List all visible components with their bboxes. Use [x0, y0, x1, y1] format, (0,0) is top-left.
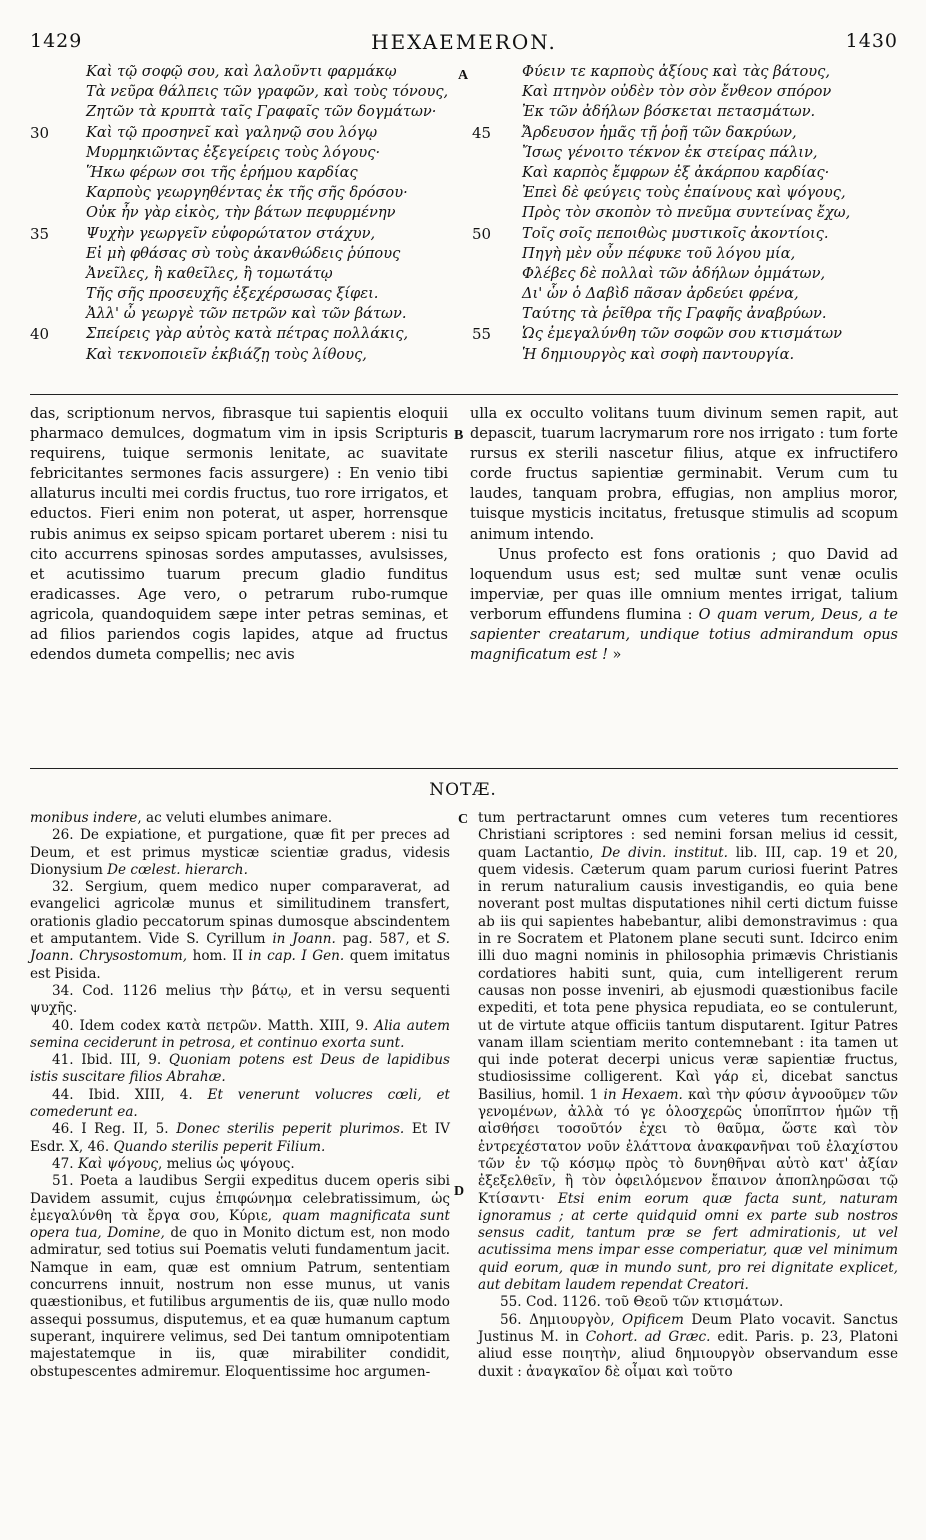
- verse-line: [30, 284, 460, 304]
- verse-line: [470, 163, 910, 183]
- note-italic-text: Cohort. ad Græc.: [585, 1328, 711, 1345]
- line-number: 30: [30, 123, 50, 142]
- note-italic-text: Quoniam potens est Deus de lapidibus istis suscitare filios Abrahæ.: [30, 1052, 450, 1086]
- note-italic-text: Donec sterilis peperit plurimos.: [176, 1121, 405, 1138]
- verse-line: [30, 102, 460, 122]
- latin-translation-left-column: [30, 404, 448, 665]
- verse-line: [470, 82, 910, 102]
- note-italic-text: quam magnificata sunt opera tua, Domine,: [30, 1207, 450, 1242]
- line-number: 50: [472, 224, 492, 243]
- verse-text: Δι' ὧν ὁ Δαβὶδ πᾶσαν ἀρδεύει φρένα,: [522, 285, 799, 303]
- verse-line: [30, 183, 460, 203]
- note-italic-text: Etsi enim eorum quæ facta sunt, naturam ignoramus ; at certe quidquid omni ex parte sub nostros sensus cadit, tantum præ se fert admirationis, ut vel acutissima mens impar esse comperiatur, quæ vel minimum quid eorum, quæ in mundo sunt, pro rei dignitate explicet, aut debitam laudem rependat Creatori.: [478, 1190, 898, 1294]
- note-text: , melius ὡς ψόγους.: [157, 1155, 295, 1172]
- verse-text: Ἀλλ' ὦ γεωργὲ τῶν πετρῶν καὶ τῶν βάτων.: [86, 305, 407, 323]
- note-text: edit. Paris. p. 23, Platoni aliud esse ποιητὴν, aliud δημιουργὸν observandum esse duxit : ἀναγκαῖον δὲ οἶμαι καὶ τοῦτο: [478, 1328, 898, 1380]
- verse-line: [30, 324, 460, 344]
- note-italic-text: in Joann.: [272, 931, 336, 948]
- verse-text: Τὰ νεῦρα θάλπεις τῶν γραφῶν, καὶ τοὺς τόνους,: [86, 83, 449, 101]
- running-header: [30, 30, 898, 56]
- verse-text: Ἀνεῖλες, ἢ καθεῖλες, ἢ τομωτάτῳ: [86, 264, 333, 282]
- verse-line: [470, 324, 910, 344]
- verse-line: [470, 345, 910, 365]
- verse-line: [30, 345, 460, 365]
- verse-line: [470, 304, 910, 324]
- verse-line: [470, 183, 910, 203]
- verse-text: Καὶ καρπὸς ἔμφρων ἐξ ἀκάρπου καρδίας·: [522, 163, 830, 181]
- section-divider: [30, 394, 898, 395]
- note-entry: [478, 1312, 898, 1381]
- note-italic-text: De divin. institut.: [601, 844, 728, 861]
- notes-heading: NOTÆ.: [429, 780, 497, 800]
- note-entry: [30, 879, 450, 983]
- verse-text: Ἥκω φέρων σοι τῆς ἐρήμου καρδίας: [86, 163, 358, 181]
- note-entry: [30, 1018, 450, 1053]
- verse-line: [470, 123, 910, 143]
- note-entry: [30, 1052, 450, 1087]
- page-number-right: 1430: [845, 30, 898, 52]
- greek-verse-left-column: [30, 62, 460, 365]
- verse-line: [470, 143, 910, 163]
- note-text: 34. Cod. 1126 melius τὴν βάτῳ, et in versu sequenti ψυχῆς.: [30, 982, 450, 1017]
- verse-text: Καὶ τῷ προσηνεῖ καὶ γαληνῷ σου λόγῳ: [86, 123, 378, 141]
- verse-text: Ταύτης τὰ ῥεῖθρα τῆς Γραφῆς ἀναβρύων.: [522, 305, 827, 323]
- page-number-left: 1429: [30, 30, 83, 52]
- verse-line: [30, 143, 460, 163]
- note-italic-text: Opificem: [622, 1311, 684, 1328]
- verse-line: [30, 304, 460, 324]
- verse-text: Σπείρεις γὰρ αὐτὸς κατὰ πέτρας πολλάκις,: [86, 325, 409, 343]
- notes-right-column: [478, 810, 898, 1381]
- verse-line: [470, 62, 910, 82]
- note-text: 41. Ibid. III, 9.: [52, 1052, 169, 1069]
- margin-marker-c: C: [458, 812, 469, 827]
- margin-marker-a: A: [458, 68, 469, 83]
- note-text: , ac veluti elumbes animare.: [137, 810, 333, 826]
- note-text: 40. Idem codex κατὰ πετρῶν. Matth. XIII, 9.: [52, 1017, 375, 1034]
- note-text: καὶ τὴν φύσιν ἀγνοοῦμεν τῶν γενομένων, ἀλλὰ τό γε ὁλοσχερῶς ὑποπῖπτον ἡμῶν τῇ αἰσθήσει τοσοῦτόν ἐχει τὸ θαῦμα, ὥστε καὶ τὸν ἐντρεχέστατον νοῦν ἐλάττονα ἀνακφανῆναι τοῦ ἐλαχίστου τῶν ἐν τῷ κόσμῳ πρὸς τὸ δυνηθῆναι αὐτὸ κατ' ἀξίαν ἐξεξελθεῖν, ἢ τὸν ὀφειλόμενον ἔπαινον ἀποπληρῶσαι τῷ Κτίσαντι·: [478, 1086, 898, 1207]
- verse-text: Καὶ τῷ σοφῷ σου, καὶ λαλοῦντι φαρμάκῳ: [86, 63, 397, 80]
- verse-text: Ζητῶν τὰ κρυπτὰ ταῖς Γραφαῖς τῶν δογμάτων·: [86, 103, 437, 121]
- note-text: quem imitatus est Pisida.: [30, 948, 450, 982]
- latin-quotation: O quam verum, Deus, a te sapienter creatarum, undique totius admirandum opus magnificatum est !: [470, 606, 898, 664]
- verse-text: Καὶ τεκνοποιεῖν ἐκβιάζῃ τοὺς λίθους,: [86, 345, 367, 363]
- verse-line: [470, 102, 910, 122]
- note-italic-text: in cap. I Gen.: [248, 948, 345, 965]
- latin-paragraph: [470, 545, 898, 666]
- note-italic-text: Καὶ ψόγους: [77, 1155, 158, 1172]
- note-entry: [478, 1294, 898, 1311]
- note-entry: [30, 810, 450, 827]
- verse-text: Ἡ δημιουργὸς καὶ σοφὴ παντουργία.: [522, 345, 795, 363]
- verse-text: Ψυχὴν γεωργεῖν εὐφορώτατον στάχυν,: [86, 224, 376, 242]
- note-entry: [30, 827, 450, 879]
- note-italic-text: in Hexaem.: [603, 1086, 683, 1103]
- notes-left-column: [30, 810, 450, 1381]
- notes-divider: [30, 768, 898, 769]
- line-number: 45: [472, 123, 492, 142]
- note-text: 32. Sergium, quem medico nuper comparaverat, ad evangelici agricolæ munus et similitudinem transfert, orationis gladio peccatorum spinas dumosque abscindentem et amputantem. Vide S. Cyrillum: [30, 879, 450, 948]
- verse-line: [470, 203, 910, 223]
- note-entry: [30, 1156, 450, 1173]
- line-number: 35: [30, 224, 50, 243]
- note-text: 44. Ibid. XIII, 4.: [52, 1086, 208, 1103]
- page-title: HEXAEMERON.: [371, 30, 557, 54]
- margin-marker-d: D: [454, 1184, 465, 1199]
- note-entry: [30, 983, 450, 1018]
- verse-text: Φλέβες δὲ πολλαὶ τῶν ἀδήλων ὀμμάτων,: [522, 264, 826, 282]
- verse-text: Ἐπεὶ δὲ φεύγεις τοὺς ἐπαίνους καὶ ψόγους,: [522, 184, 846, 202]
- verse-text: Εἰ μὴ φθάσας σὺ τοὺς ἀκανθώδεις ῥύπους: [86, 244, 401, 262]
- note-text: Deum Plato vocavit. Sanctus Justinus M. in: [478, 1311, 898, 1345]
- note-italic-text: Quando sterilis peperit Filium.: [113, 1138, 326, 1155]
- note-text: 46. I Reg. II, 5.: [52, 1121, 177, 1138]
- verse-line: [30, 62, 460, 82]
- closing-quote-mark: »: [607, 647, 622, 664]
- note-entry: [30, 1087, 450, 1122]
- verse-text: Πρὸς τὸν σκοπὸν τὸ πνεῦμα συντείνας ἔχω,: [522, 204, 851, 222]
- verse-text: Ὡς ἐμεγαλύνθη τῶν σοφῶν σου κτισμάτων: [522, 325, 843, 343]
- verse-line: [30, 224, 460, 244]
- latin-text: Unus profecto est fons orationis ; quo David ad loquendum usus est; sed multæ sunt venæ oculis imperviæ, per quas ille omnium mentes irrigat, talium verborum effundens flumina :: [470, 546, 898, 623]
- verse-line: [30, 163, 460, 183]
- verse-text: Ἐκ τῶν ἀδήλων βόσκεται πετασμάτων.: [522, 103, 816, 121]
- note-text: pag. 587, et: [335, 931, 437, 948]
- verse-text: Τῆς σῆς προσευχῆς ἐξεχέρσωσας ξίφει.: [86, 285, 379, 303]
- verse-text: Πηγὴ μὲν οὖν πέφυκε τοῦ λόγου μία,: [522, 244, 796, 262]
- verse-line: [470, 284, 910, 304]
- line-number: 55: [472, 325, 492, 344]
- note-entry: [478, 810, 898, 1294]
- note-text: 56. Δημιουργὸν,: [500, 1311, 623, 1328]
- note-italic-text: S. Joann. Chrysostomum,: [30, 931, 451, 965]
- verse-text: Καρποὺς γεωργηθέντας ἐκ τῆς σῆς δρόσου·: [86, 184, 408, 202]
- verse-text: Οὐκ ἦν γὰρ εἰκὸς, τὴν βάτων πεφυρμένην: [86, 204, 396, 222]
- verse-line: [30, 82, 460, 102]
- verse-line: [470, 264, 910, 284]
- note-text: 51. Poeta a laudibus Sergii expeditus ducem operis sibi Davidem assumit, cujus ἐπιφώνημα celebratissimum, ὡς ἐμεγαλύνθη τὰ ἔργα σου, Κύριε,: [30, 1173, 450, 1224]
- verse-line: [30, 264, 460, 284]
- note-italic-text: De cœlest. hierarch.: [107, 861, 248, 878]
- note-italic-text: Alia autem semina ceciderunt in petrosa, et continuo exorta sunt.: [30, 1017, 450, 1051]
- verse-line: [30, 123, 460, 143]
- note-text: Et IV Esdr. X, 46.: [30, 1121, 450, 1155]
- latin-paragraph: das, scriptionum nervos, fibrasque tui sapientis eloquii pharmaco demulces, dogmatum vim in ipsis Scripturis requirens, tuique sermonis lenitate, ac suavitate febricitantes sermones facis assurgere) : En venio tibi allaturus inculti mei cordis fructus, tuo rore irrigatos, et eductos. Fieri enim non poterat, ut asper, horrensque rubis animus ex seipso spicam portaret uberem : nisi tu cito accurrens spinosas sordes amputasses, avulsisses, et acutissimo tuarum precum gladio funditus eradicasses. Age vero, o petrarum rubo-rumque agricola, quandoquidem sæpe inter petras seminas, et ad filios pariendos cogis lapides, atque ad fructus edendos dumeta compellis; nec avis: [30, 406, 448, 664]
- note-italic-text: Et venerunt volucres cœli, et comederunt ea.: [30, 1086, 450, 1121]
- note-entry: [30, 1173, 450, 1381]
- latin-translation-right-column: [470, 404, 898, 665]
- latin-paragraph: ulla ex occulto volitans tuum divinum semen rapit, aut depascit, tuarum lacrymarum rore nos irrigato : tum forte rursus ex sterili nascetur filius, atque ex infructifero corde fructus sapientiæ germinabit. Verum cum tu laudes, tanquam probra, effugias, non amplius moror, tuisque mysticis incitatus, fretusque stimulis ad scopum animum intendo.: [470, 406, 898, 543]
- verse-line: [470, 224, 910, 244]
- margin-marker-b: B: [454, 428, 464, 443]
- note-entry: [30, 1121, 450, 1156]
- note-text: 55. Cod. 1126. τοῦ Θεοῦ τῶν κτισμάτων.: [500, 1294, 784, 1311]
- note-text: lib. III, cap. 19 et 20, quem videsis. Cæterum quam parum curiosi fuerint Patres in rerum naturalium causis investigandis, eo quia bene noverant post multas disputationes nihil certi dictum fuisse ab iis qui sapientes habebantur, alibi demonstravimus : qua in re Socratem et Platonem plane secuti sunt. Idcirco enim illi duo magni nominis in philosophia primævis Christianis cordatiores habiti sunt, quia, cum intelligerent rerum causas non posse inveniri, ab ejusmodi quæstionibus facile expediti, et tota pene physica repudiata, eo se contulerunt, ut de virtute atque officiis tantum disputarent. Igitur Patres vanam illam scientiam merito contemnebant : ita tamen ut qui inde poterat decerpi unicus veræ sapientiæ fructus, studiosissime colligerent. Καὶ γάρ εἰ, dicebat sanctus Basilius, homil. 1: [478, 844, 898, 1103]
- note-text: tum pertractarunt omnes cum veteres tum recentiores Christiani scriptores : sed nemini forsan melius id cessit, quam Lactantio,: [478, 810, 898, 861]
- greek-verse-right-column: [470, 62, 910, 365]
- verse-text: Καὶ πτηνὸν οὐδὲν τὸν σὸν ἔνθεον σπόρον: [522, 83, 832, 101]
- note-italic-text: monibus indere: [30, 810, 138, 826]
- note-text: 47.: [52, 1155, 78, 1172]
- line-number: 40: [30, 325, 50, 344]
- verse-line: [30, 203, 460, 223]
- note-text: 26. De expiatione, et purgatione, quæ fit per preces ad Deum, et est primus mysticæ scientiæ gradus, videsis Dionysium: [30, 827, 450, 878]
- note-text: de quo in Monito dictum est, non modo admiratur, sed totius sui Poematis veluti fundamentum jacit. Namque in eam, quæ est omnium Patrum, sententiam concurrens innuit, nostrum non esse munus, ut vanis quæstionibus, et futilibus argumentis de iis, quæ nullo modo assequi possumus, disputemus, et ea quæ humanum captum superant, inquirere velimus, sed Dei tantum omnipotentiam majestatemque in iis, quæ mirabiliter condidit, obstupescentes admiremur. Eloquentissime hoc argumen-: [30, 1225, 450, 1380]
- verse-text: Μυρμηκιῶντας ἐξεγείρεις τοὺς λόγους·: [86, 143, 381, 161]
- verse-text: Φύειν τε καρποὺς ἀξίους καὶ τὰς βάτους,: [522, 63, 830, 80]
- verse-line: [30, 244, 460, 264]
- note-text: hom. II: [187, 948, 249, 965]
- verse-text: Τοῖς σοῖς πεποιθὼς μυστικοῖς ἀκοντίοις.: [522, 224, 829, 242]
- verse-text: Ἴσως γένοιτο τέκνον ἐκ στείρας πάλιν,: [522, 143, 818, 161]
- verse-text: Ἄρδευσον ἡμᾶς τῇ ῥοῇ τῶν δακρύων,: [522, 123, 797, 141]
- verse-line: [470, 244, 910, 264]
